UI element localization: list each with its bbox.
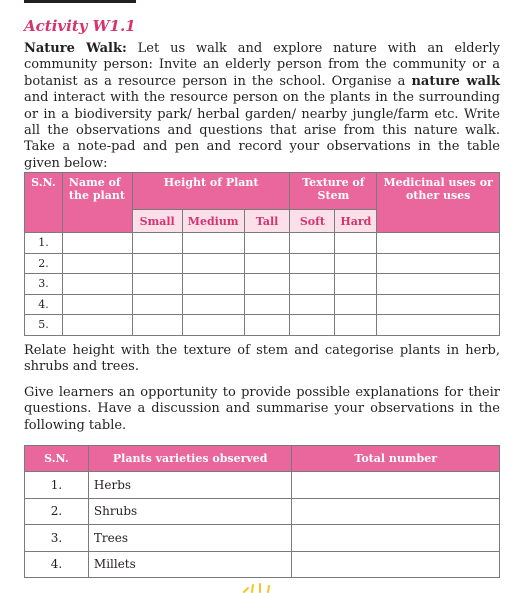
cell[interactable] [377,315,500,336]
header-texture: Texture of Stem [290,173,377,210]
cell[interactable] [182,315,244,336]
table-row [25,233,500,254]
cell[interactable] [132,315,182,336]
top-rule [24,0,136,3]
cell[interactable] [244,274,290,295]
cell[interactable] [132,294,182,315]
cell[interactable] [62,315,132,336]
row-number: 2. [25,253,63,274]
cell[interactable] [182,233,244,254]
cell[interactable] [62,274,132,295]
table-row [25,274,500,295]
subheader-soft: Soft [290,210,335,233]
header-varieties: Plants varieties observed [88,446,292,472]
cell[interactable] [244,315,290,336]
subheader-tall: Tall [244,210,290,233]
cell[interactable] [335,274,377,295]
cell[interactable] [244,233,290,254]
cell[interactable] [62,294,132,315]
subheader-hard: Hard [335,210,377,233]
table-row [25,472,500,499]
cell[interactable] [132,253,182,274]
row-number: 5. [25,315,63,336]
cell[interactable] [335,233,377,254]
activity-title: Activity W1.1 [24,17,136,35]
cell[interactable] [182,294,244,315]
row-number: 1. [25,472,89,499]
cell[interactable] [132,233,182,254]
header-sn: S.N. [25,173,63,233]
table-row [25,315,500,336]
header-plant-name: Name of the plant [62,173,132,233]
total-cell[interactable] [292,498,500,525]
cell[interactable] [290,294,335,315]
cell[interactable] [182,274,244,295]
cell[interactable] [244,294,290,315]
cell[interactable] [244,253,290,274]
sun-rays-icon [240,580,280,593]
variety-label: Shrubs [88,498,292,525]
learners-paragraph: Give learners an opportunity to provide possible explanations for their questions. Have a discussion and summarise your observations in the following table. [24,385,500,433]
subheader-small: Small [132,210,182,233]
row-number: 1. [25,233,63,254]
cell[interactable] [377,274,500,295]
cell[interactable] [290,315,335,336]
row-number: 3. [25,274,63,295]
activity-intro [24,41,500,172]
intro-text-1: Let us walk and explore nature with an elderly community person: Invite an elderly person from the community or a botanist as a resource person in the school. Organise a [24,41,500,89]
variety-label: Millets [88,551,292,578]
cell[interactable] [62,253,132,274]
cell[interactable] [377,253,500,274]
table-row [25,551,500,578]
total-cell[interactable] [292,525,500,552]
summary-table [24,445,500,578]
header-height: Height of Plant [132,173,290,210]
table-row [25,498,500,525]
cell[interactable] [132,274,182,295]
table-row [25,525,500,552]
variety-label: Herbs [88,472,292,499]
subheader-medium: Medium [182,210,244,233]
row-number: 4. [25,551,89,578]
cell[interactable] [377,294,500,315]
intro-label: Nature Walk: [24,41,127,56]
row-number: 4. [25,294,63,315]
relate-paragraph: Relate height with the texture of stem and categorise plants in herb, shrubs and trees. [24,343,500,375]
observation-table [24,172,500,336]
cell[interactable] [290,253,335,274]
table-row [25,253,500,274]
cell[interactable] [335,253,377,274]
total-cell[interactable] [292,551,500,578]
cell[interactable] [335,315,377,336]
variety-label: Trees [88,525,292,552]
cell[interactable] [335,294,377,315]
total-cell[interactable] [292,472,500,499]
header-total: Total number [292,446,500,472]
header-sn: S.N. [25,446,89,472]
cell[interactable] [62,233,132,254]
cell[interactable] [182,253,244,274]
cell[interactable] [290,233,335,254]
cell[interactable] [290,274,335,295]
row-number: 3. [25,525,89,552]
header-medicinal: Medicinal uses or other uses [377,173,500,233]
row-number: 2. [25,498,89,525]
cell[interactable] [377,233,500,254]
intro-text-2: and interact with the resource person on the plants in the surrounding or in a biodiversity park/ herbal garden/ nearby jungle/farm etc. Write all the observations and questions that arise from this nature walk. Take a note-pad and pen and record your observations in the table given below: [24,90,500,171]
table-row [25,294,500,315]
intro-bold: nature walk [411,73,500,89]
